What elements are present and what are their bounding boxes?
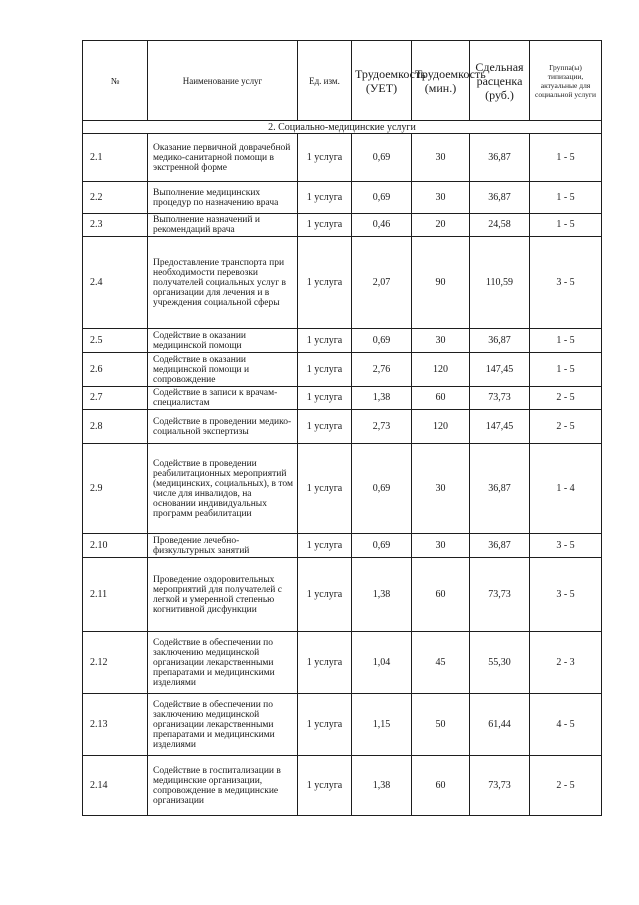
services-table-page xyxy=(82,40,601,816)
table-row xyxy=(83,329,602,353)
row-number: 2.2 xyxy=(83,182,148,214)
row-number: 2.5 xyxy=(83,329,148,353)
section-title-row xyxy=(83,121,602,134)
labor-minutes: 30 xyxy=(412,534,470,558)
labor-minutes: 30 xyxy=(412,182,470,214)
table-row xyxy=(83,558,602,632)
services-table xyxy=(82,40,602,816)
typing-groups: 3 - 5 xyxy=(530,237,602,329)
row-number: 2.3 xyxy=(83,214,148,237)
typing-groups: 3 - 5 xyxy=(530,558,602,632)
unit: 1 услуга xyxy=(298,694,352,756)
service-name: Содействие в записи к врачам-специалистам xyxy=(148,387,298,410)
table-row xyxy=(83,182,602,214)
unit: 1 услуга xyxy=(298,558,352,632)
piece-rate: 73,73 xyxy=(470,756,530,816)
unit: 1 услуга xyxy=(298,329,352,353)
row-number: 2.8 xyxy=(83,410,148,444)
labor-minutes: 120 xyxy=(412,353,470,387)
table-row xyxy=(83,534,602,558)
service-name: Содействие в проведении медико-социальной экспертизы xyxy=(148,410,298,444)
unit: 1 услуга xyxy=(298,134,352,182)
labor-uet: 0,69 xyxy=(352,182,412,214)
typing-groups: 2 - 5 xyxy=(530,756,602,816)
header-row xyxy=(83,41,602,121)
piece-rate: 36,87 xyxy=(470,329,530,353)
typing-groups: 2 - 5 xyxy=(530,410,602,444)
piece-rate: 36,87 xyxy=(470,534,530,558)
labor-uet: 0,69 xyxy=(352,444,412,534)
labor-uet: 2,73 xyxy=(352,410,412,444)
header-service-name: Наименование услуг xyxy=(148,41,298,121)
section-title: 2. Социально-медицинские услуги xyxy=(83,121,602,134)
piece-rate: 24,58 xyxy=(470,214,530,237)
row-number: 2.13 xyxy=(83,694,148,756)
piece-rate: 36,87 xyxy=(470,182,530,214)
labor-uet: 1,04 xyxy=(352,632,412,694)
row-number: 2.11 xyxy=(83,558,148,632)
typing-groups: 3 - 5 xyxy=(530,534,602,558)
piece-rate: 110,59 xyxy=(470,237,530,329)
labor-uet: 2,76 xyxy=(352,353,412,387)
labor-minutes: 90 xyxy=(412,237,470,329)
unit: 1 услуга xyxy=(298,444,352,534)
row-number: 2.4 xyxy=(83,237,148,329)
labor-uet: 1,15 xyxy=(352,694,412,756)
labor-uet: 1,38 xyxy=(352,756,412,816)
labor-uet: 2,07 xyxy=(352,237,412,329)
service-name: Предоставление транспорта при необходимости перевозки получателей социальных услуг в организации для лечения и в учреждения социальной сферы xyxy=(148,237,298,329)
unit: 1 услуга xyxy=(298,182,352,214)
service-name: Выполнение медицинских процедур по назначению врача xyxy=(148,182,298,214)
table-row xyxy=(83,756,602,816)
unit: 1 услуга xyxy=(298,237,352,329)
header-unit: Ед. изм. xyxy=(298,41,352,121)
row-number: 2.7 xyxy=(83,387,148,410)
row-number: 2.1 xyxy=(83,134,148,182)
piece-rate: 73,73 xyxy=(470,558,530,632)
typing-groups: 2 - 3 xyxy=(530,632,602,694)
labor-minutes: 50 xyxy=(412,694,470,756)
unit: 1 услуга xyxy=(298,756,352,816)
unit: 1 услуга xyxy=(298,410,352,444)
labor-minutes: 120 xyxy=(412,410,470,444)
service-name: Содействие в оказании медицинской помощи и сопровождение xyxy=(148,353,298,387)
labor-minutes: 30 xyxy=(412,329,470,353)
piece-rate: 147,45 xyxy=(470,410,530,444)
header-piece-rate: Сдельная расценка (руб.) xyxy=(470,41,530,121)
service-name: Проведение лечебно-физкультурных занятий xyxy=(148,534,298,558)
table-row xyxy=(83,444,602,534)
service-name: Содействие в проведении реабилитационных мероприятий (медицинских, социальных), в том числе для инвалидов, на основании индивидуальных программ реабилитации xyxy=(148,444,298,534)
row-number: 2.6 xyxy=(83,353,148,387)
row-number: 2.14 xyxy=(83,756,148,816)
service-name: Содействие в госпитализации в медицинские организации, сопровождение в медицинские организации xyxy=(148,756,298,816)
unit: 1 услуга xyxy=(298,353,352,387)
typing-groups: 1 - 5 xyxy=(530,329,602,353)
labor-uet: 1,38 xyxy=(352,558,412,632)
unit: 1 услуга xyxy=(298,534,352,558)
labor-minutes: 60 xyxy=(412,756,470,816)
unit: 1 услуга xyxy=(298,632,352,694)
header-number: № xyxy=(83,41,148,121)
labor-minutes: 45 xyxy=(412,632,470,694)
piece-rate: 147,45 xyxy=(470,353,530,387)
table-row xyxy=(83,632,602,694)
labor-uet: 0,69 xyxy=(352,134,412,182)
table-row xyxy=(83,387,602,410)
table-row xyxy=(83,353,602,387)
labor-uet: 0,69 xyxy=(352,534,412,558)
typing-groups: 4 - 5 xyxy=(530,694,602,756)
header-typing-groups: Группа(ы) типизации, актуальные для социальной услуги xyxy=(530,41,602,121)
table-row xyxy=(83,694,602,756)
table-row xyxy=(83,410,602,444)
piece-rate: 55,30 xyxy=(470,632,530,694)
labor-minutes: 30 xyxy=(412,444,470,534)
labor-minutes: 60 xyxy=(412,387,470,410)
labor-uet: 1,38 xyxy=(352,387,412,410)
typing-groups: 2 - 5 xyxy=(530,387,602,410)
typing-groups: 1 - 5 xyxy=(530,134,602,182)
piece-rate: 36,87 xyxy=(470,134,530,182)
typing-groups: 1 - 5 xyxy=(530,182,602,214)
table-row xyxy=(83,134,602,182)
service-name: Содействие в обеспечении по заключению медицинской организации лекарственными препаратами и медицинскими изделиями xyxy=(148,632,298,694)
service-name: Содействие в оказании медицинской помощи xyxy=(148,329,298,353)
service-name: Выполнение назначений и рекомендаций врача xyxy=(148,214,298,237)
service-name: Оказание первичной доврачебной медико-санитарной помощи в экстренной форме xyxy=(148,134,298,182)
service-name: Проведение оздоровительных мероприятий для получателей с легкой и умеренной степенью когнитивной дисфункции xyxy=(148,558,298,632)
unit: 1 услуга xyxy=(298,387,352,410)
labor-minutes: 30 xyxy=(412,134,470,182)
labor-minutes: 20 xyxy=(412,214,470,237)
typing-groups: 1 - 4 xyxy=(530,444,602,534)
service-name: Содействие в обеспечении по заключению медицинской организации лекарственными препаратами и медицинскими изделиями xyxy=(148,694,298,756)
unit: 1 услуга xyxy=(298,214,352,237)
piece-rate: 36,87 xyxy=(470,444,530,534)
header-labor-uet: Трудоемкость (УЕТ) xyxy=(352,41,412,121)
row-number: 2.10 xyxy=(83,534,148,558)
row-number: 2.9 xyxy=(83,444,148,534)
row-number: 2.12 xyxy=(83,632,148,694)
labor-uet: 0,46 xyxy=(352,214,412,237)
typing-groups: 1 - 5 xyxy=(530,353,602,387)
typing-groups: 1 - 5 xyxy=(530,214,602,237)
header-labor-minutes: Трудоемкость (мин.) xyxy=(412,41,470,121)
table-row xyxy=(83,237,602,329)
piece-rate: 61,44 xyxy=(470,694,530,756)
piece-rate: 73,73 xyxy=(470,387,530,410)
labor-minutes: 60 xyxy=(412,558,470,632)
labor-uet: 0,69 xyxy=(352,329,412,353)
table-row xyxy=(83,214,602,237)
